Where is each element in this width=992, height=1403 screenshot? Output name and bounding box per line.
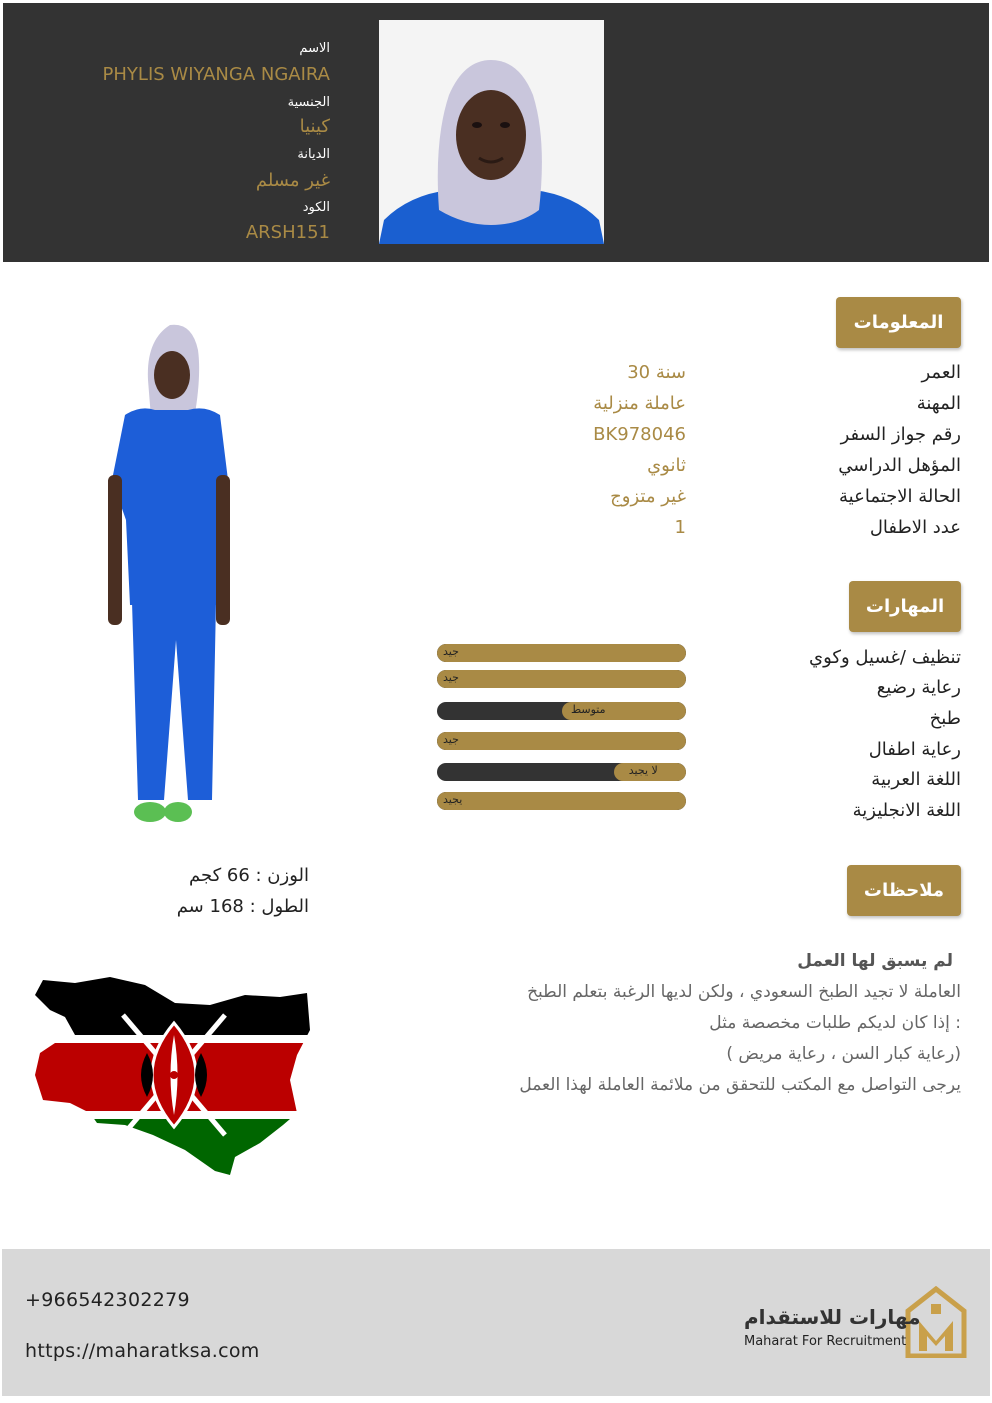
skill-level-text: يجيد [443, 793, 463, 806]
notes-heading: لم يسبق لها العمل [797, 951, 953, 971]
skill-label: رعاية رضيع [876, 677, 961, 698]
portrait-photo [379, 20, 604, 244]
height-value: الطول : 168 سم [176, 896, 309, 917]
notes-body [421, 946, 961, 1101]
skill-level-fill [437, 732, 686, 750]
info-label: المؤهل الدراسي [838, 455, 961, 476]
info-label: المهنة [916, 393, 961, 414]
skill-label: اللغة العربية [871, 769, 961, 790]
notes-section-title: ملاحظات [847, 865, 961, 916]
skill-level-text: لا يجيد [628, 764, 658, 777]
religion-value: غير مسلم [255, 170, 330, 191]
kenya-flag-map [35, 975, 315, 1180]
skill-level-text: جيد [443, 645, 459, 658]
code-value: ARSH151 [245, 222, 330, 243]
religion-label: الديانة [297, 147, 330, 162]
skill-level-text: متوسط [570, 703, 606, 716]
info-label: عدد الاطفال [869, 517, 961, 538]
skills-section-title: المهارات [849, 581, 961, 632]
skill-level-fill [437, 670, 686, 688]
skill-level-fill [437, 644, 686, 662]
info-label: رقم جواز السفر [840, 424, 961, 445]
skill-level-bar [437, 702, 686, 720]
weight-value: الوزن : 66 كجم [189, 865, 309, 886]
skill-label: اللغة الانجليزية [852, 800, 961, 821]
skill-label: طبخ [929, 708, 961, 729]
info-value: 1 [674, 517, 686, 538]
skill-level-bar [437, 732, 686, 750]
notes-line: إذا كان لديكم طلبات مخصصة مثل : [709, 1013, 961, 1033]
website-link[interactable]: https://maharatksa.com [25, 1340, 260, 1362]
skill-label: تنظيف /غسيل وكوي [809, 647, 961, 668]
skill-level-text: جيد [443, 671, 459, 684]
skill-level-bar [437, 792, 686, 810]
info-value: 30 سنة [627, 362, 686, 383]
info-label: الحالة الاجتماعية [839, 486, 961, 507]
worker-name: PHYLIS WIYANGA NGAIRA [102, 64, 330, 85]
name-label: الاسم [299, 41, 330, 56]
notes-line: العاملة لا تجيد الطبخ السعودي ، ولكن لديها الرغبة بتعلم الطبخ [527, 982, 961, 1002]
info-label: العمر [921, 362, 961, 383]
skill-level-bar [437, 763, 686, 781]
full-body-photo [100, 320, 240, 835]
info-value: BK978046 [593, 424, 686, 445]
info-value: ثانوي [647, 455, 686, 476]
portrait-illustration [379, 20, 604, 244]
skill-level-fill [437, 792, 686, 810]
info-value: غير متزوج [610, 486, 686, 507]
info-value: عاملة منزلية [593, 393, 686, 414]
notes-line: يرجى التواصل مع المكتب للتحقق من ملائمة العاملة لهذا العمل [519, 1075, 961, 1095]
nationality-label: الجنسية [287, 95, 330, 110]
skill-level-bar [437, 670, 686, 688]
info-section-title: المعلومات [836, 297, 961, 348]
skill-level-bar [437, 644, 686, 662]
phone-number[interactable]: +966542302279 [25, 1289, 190, 1311]
skill-label: رعاية اطفال [868, 739, 961, 760]
nationality-value: كينيا [299, 116, 330, 137]
code-label: الكود [302, 200, 330, 215]
notes-line: ( رعاية كبار السن ، رعاية مريض) [726, 1044, 961, 1064]
company-logo-arabic: مهارات للاستقدام [744, 1305, 921, 1329]
company-logo-english: Maharat For Recruitment [744, 1334, 907, 1349]
skill-level-text: جيد [443, 733, 459, 746]
